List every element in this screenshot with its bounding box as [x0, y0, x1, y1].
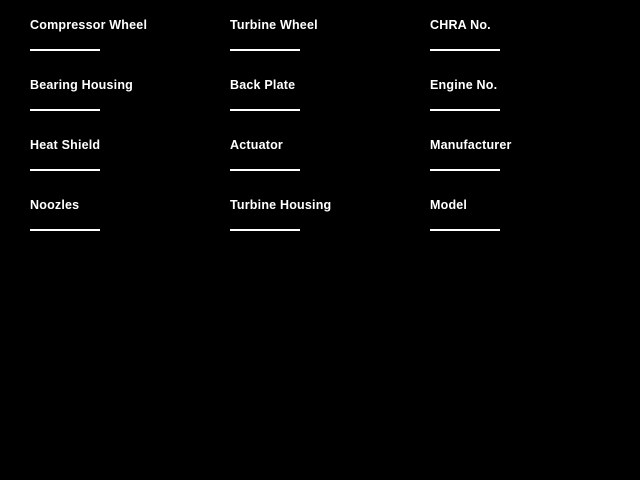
field-label-actuator: Actuator — [230, 138, 283, 152]
field-label-model: Model — [430, 198, 468, 212]
field-label-engine-no: Engine No. — [430, 78, 498, 92]
field-input-line-model[interactable] — [430, 229, 500, 231]
field-input-line-compressor-wheel[interactable] — [30, 49, 100, 51]
field-label-chra-no: CHRA No. — [430, 18, 491, 32]
field-engine-no — [430, 78, 620, 111]
field-back-plate — [230, 78, 420, 111]
field-label-bearing-housing: Bearing Housing — [30, 78, 134, 92]
field-label-manufacturer: Manufacturer — [430, 138, 512, 152]
field-actuator — [230, 138, 420, 171]
field-input-line-noozles[interactable] — [30, 229, 100, 231]
field-input-line-engine-no[interactable] — [430, 109, 500, 111]
field-input-line-turbine-housing[interactable] — [230, 229, 300, 231]
field-label-turbine-wheel: Turbine Wheel — [230, 18, 318, 32]
field-input-line-back-plate[interactable] — [230, 109, 300, 111]
field-label-turbine-housing: Turbine Housing — [230, 198, 332, 212]
field-model — [430, 198, 620, 231]
field-compressor-wheel — [30, 18, 220, 51]
field-noozles — [30, 198, 220, 231]
field-input-line-actuator[interactable] — [230, 169, 300, 171]
field-input-line-turbine-wheel[interactable] — [230, 49, 300, 51]
field-label-back-plate: Back Plate — [230, 78, 296, 92]
field-heat-shield — [30, 138, 220, 171]
field-input-line-bearing-housing[interactable] — [30, 109, 100, 111]
field-label-compressor-wheel: Compressor Wheel — [30, 18, 148, 32]
field-bearing-housing — [30, 78, 220, 111]
field-turbine-wheel — [230, 18, 420, 51]
field-turbine-housing — [230, 198, 420, 231]
field-manufacturer — [430, 138, 620, 171]
field-input-line-manufacturer[interactable] — [430, 169, 500, 171]
field-input-line-heat-shield[interactable] — [30, 169, 100, 171]
field-chra-no — [430, 18, 620, 51]
field-input-line-chra-no[interactable] — [430, 49, 500, 51]
field-label-heat-shield: Heat Shield — [30, 138, 101, 152]
field-label-noozles: Noozles — [30, 198, 80, 212]
